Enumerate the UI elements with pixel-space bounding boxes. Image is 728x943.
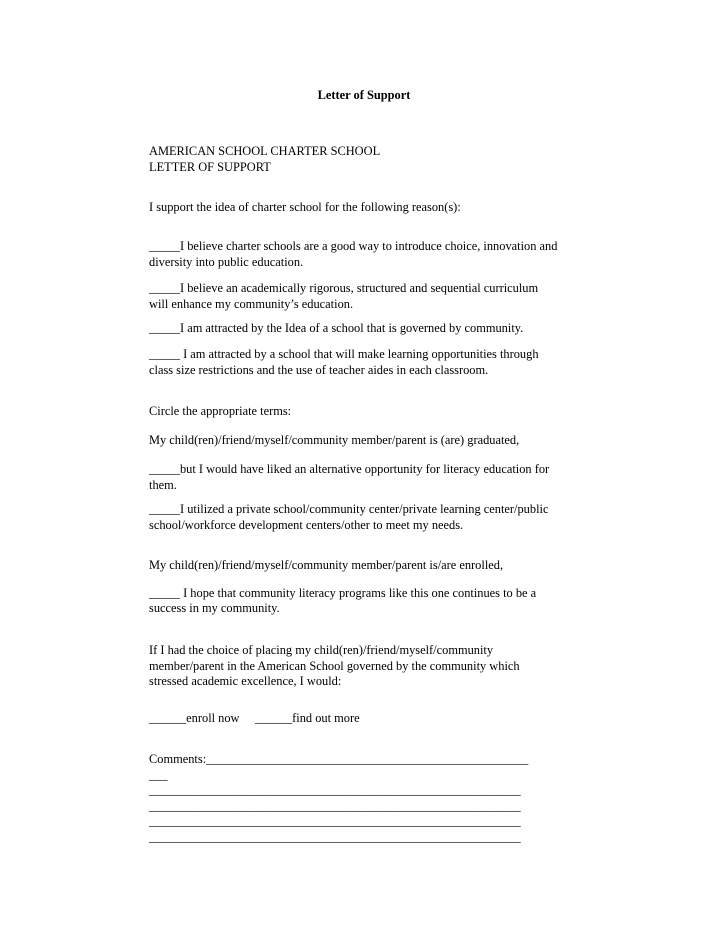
enrolled-option-line-1: _____ I hope that community literacy programs like this one continues to be a xyxy=(149,586,537,600)
comment-line-3: ____________________________________________________________ xyxy=(149,814,521,828)
option-enroll-now: ______enroll now xyxy=(149,711,240,725)
choice-line-3: stressed academic excellence, I would: xyxy=(149,674,342,688)
graduated-option-2-line-1: _____I utilized a private school/community center/private learning center/public xyxy=(149,502,549,516)
enrolled-line: My child(ren)/friend/myself/community member/parent is/are enrolled, xyxy=(149,558,504,572)
school-heading: AMERICAN SCHOOL CHARTER SCHOOL xyxy=(149,144,381,158)
reason-4-line-2: class size restrictions and the use of teacher aides in each classroom. xyxy=(149,363,489,377)
option-find-out-more: ______find out more xyxy=(255,711,360,725)
graduated-option-2-line-2: school/workforce development centers/other to meet my needs. xyxy=(149,518,464,532)
circle-instruction: Circle the appropriate terms: xyxy=(149,404,292,418)
graduated-option-1-line-2: them. xyxy=(149,478,177,492)
reason-1-line-1: _____I believe charter schools are a good way to introduce choice, innovation and xyxy=(149,239,558,253)
reason-3-line-1: _____I am attracted by the Idea of a school that is governed by community. xyxy=(149,321,524,335)
reason-2-line-1: _____I believe an academically rigorous, structured and sequential curriculum xyxy=(149,281,539,295)
intro-text: I support the idea of charter school for the following reason(s): xyxy=(149,200,461,214)
comments-label: Comments:____________________________________________________ xyxy=(149,752,529,766)
comment-line-4: ____________________________________________________________ xyxy=(149,830,521,844)
reason-4-line-1: _____ I am attracted by a school that will make learning opportunities through xyxy=(149,347,539,361)
document-title: Letter of Support xyxy=(317,88,411,102)
enrolled-option-line-2: success in my community. xyxy=(149,601,280,615)
graduated-line: My child(ren)/friend/myself/community member/parent is (are) graduated, xyxy=(149,433,520,447)
comment-line-1: ____________________________________________________________ xyxy=(149,783,521,797)
graduated-option-1-line-1: _____but I would have liked an alternative opportunity for literacy education for xyxy=(149,462,550,476)
reason-1-line-2: diversity into public education. xyxy=(149,255,304,269)
reason-2-line-2: will enhance my community’s education. xyxy=(149,297,354,311)
choice-line-2: member/parent in the American School governed by the community which xyxy=(149,659,520,673)
comments-wrap-line: ___ xyxy=(149,768,168,782)
choice-line-1: If I had the choice of placing my child(ren)/friend/myself/community xyxy=(149,643,494,657)
comment-line-2: ____________________________________________________________ xyxy=(149,799,521,813)
letter-heading: LETTER OF SUPPORT xyxy=(149,160,271,174)
